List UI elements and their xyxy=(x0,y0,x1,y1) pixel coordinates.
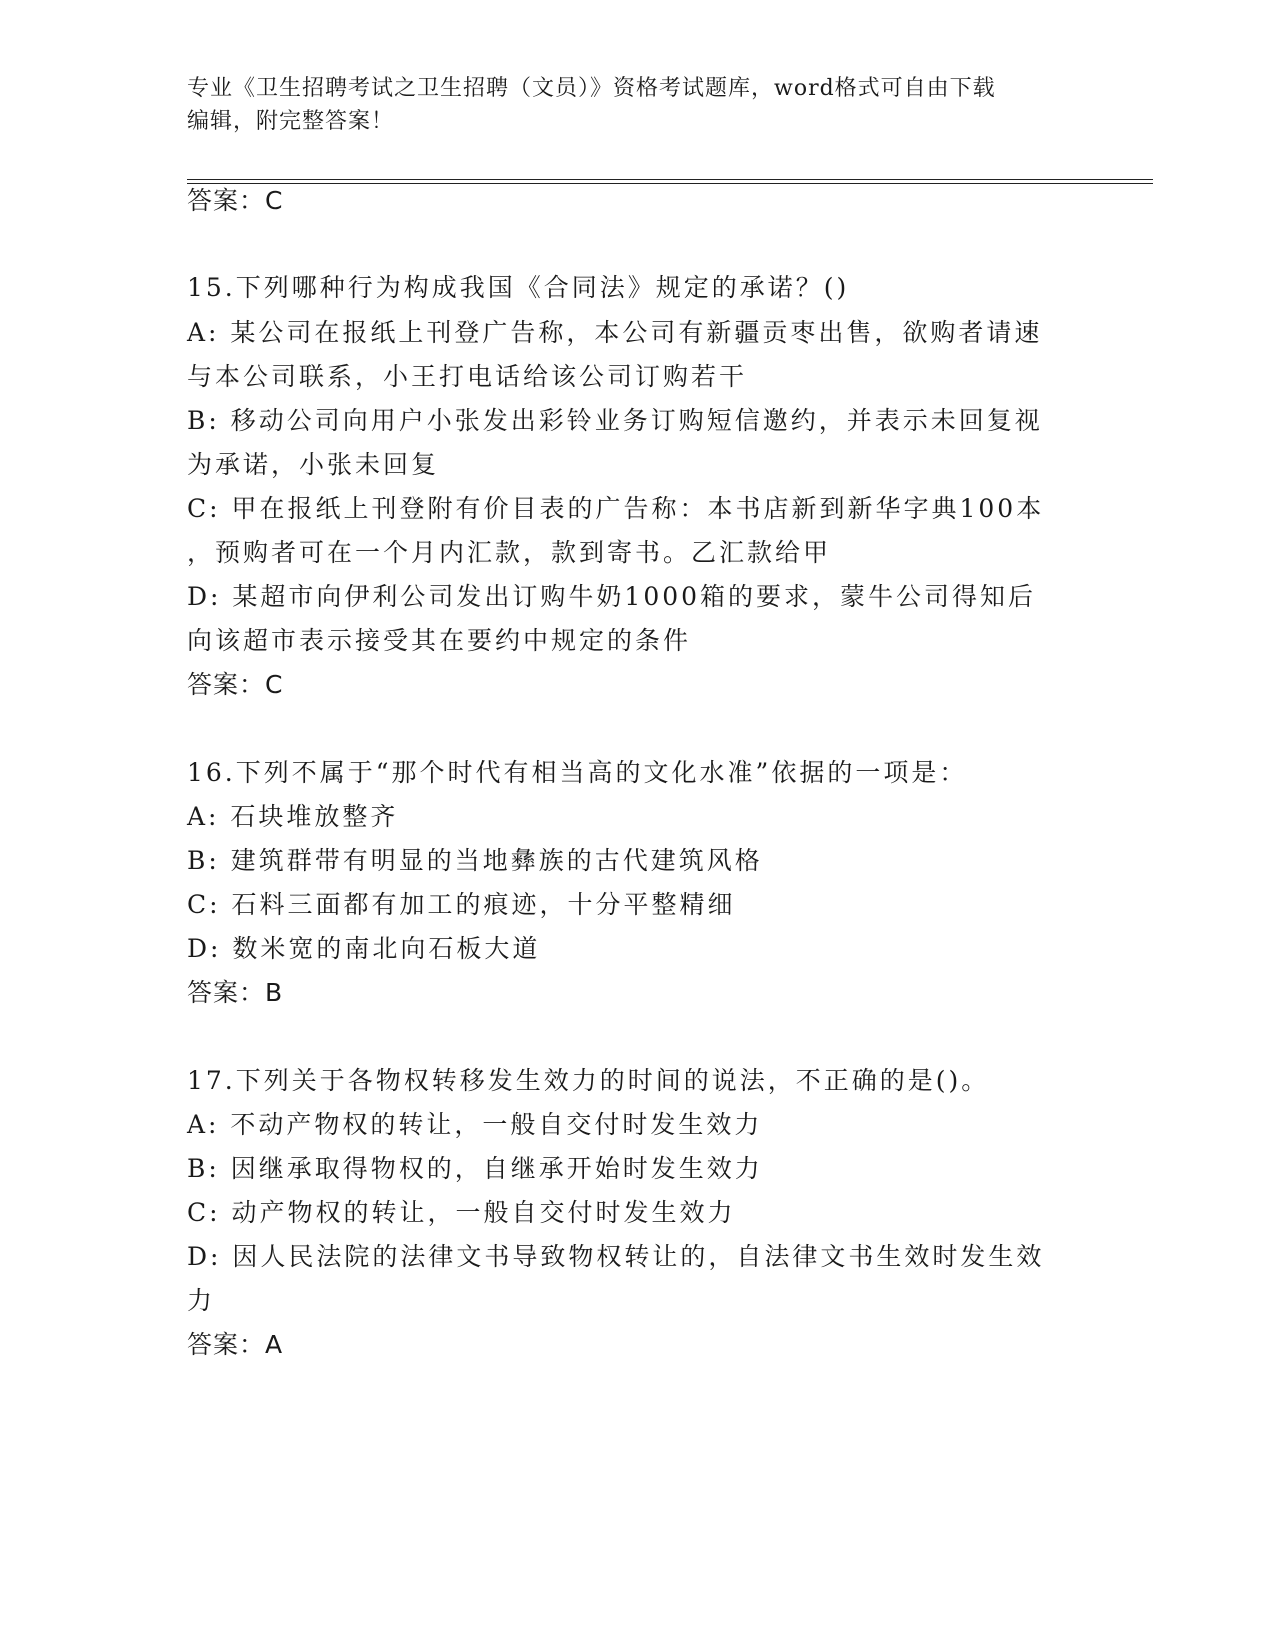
document-header xyxy=(187,72,1067,138)
question-16-stem: 16.下列不属于“那个时代有相当高的文化水准”依据的一项是： xyxy=(187,758,968,787)
question-15-option-d: D: 某超市向伊利公司发出订购牛奶1000箱的要求，蒙牛公司得知后 xyxy=(187,582,1037,611)
question-15-option-d-cont: 向该超市表示接受其在要约中规定的条件 xyxy=(187,626,692,655)
question-15-stem: 15.下列哪种行为构成我国《合同法》规定的承诺？() xyxy=(187,273,850,302)
header-divider-bottom xyxy=(187,183,1153,184)
question-17-option-b: B: 因继承取得物权的，自继承开始时发生效力 xyxy=(187,1154,763,1183)
question-17-option-d: D: 因人民法院的法律文书导致物权转让的，自法律文书生效时发生效 xyxy=(187,1242,1045,1271)
question-15-answer: 答案：C xyxy=(187,670,284,699)
question-16-option-a: A: 石块堆放整齐 xyxy=(187,802,399,831)
question-16-answer: 答案：B xyxy=(187,978,284,1007)
previous-answer: 答案：C xyxy=(187,186,284,215)
question-16-option-b: B: 建筑群带有明显的当地彝族的古代建筑风格 xyxy=(187,846,763,875)
question-15-option-b-cont: 为承诺，小张未回复 xyxy=(187,450,440,479)
question-17-option-a: A: 不动产物权的转让，一般自交付时发生效力 xyxy=(187,1110,763,1139)
question-17-answer: 答案：A xyxy=(187,1330,284,1359)
question-16-option-c: C: 石料三面都有加工的痕迹，十分平整精细 xyxy=(187,890,736,919)
question-15-option-b: B: 移动公司向用户小张发出彩铃业务订购短信邀约，并表示未回复视 xyxy=(187,406,1043,435)
question-15-option-a-cont: 与本公司联系，小王打电话给该公司订购若干 xyxy=(187,362,748,391)
question-15-option-a: A: 某公司在报纸上刊登广告称，本公司有新疆贡枣出售，欲购者请速 xyxy=(187,318,1043,347)
question-17-stem: 17.下列关于各物权转移发生效力的时间的说法，不正确的是()。 xyxy=(187,1066,990,1095)
question-17-option-c: C: 动产物权的转让，一般自交付时发生效力 xyxy=(187,1198,736,1227)
question-15-option-c-cont: ，预购者可在一个月内汇款，款到寄书。乙汇款给甲 xyxy=(187,538,832,567)
question-17-option-d-cont: 力 xyxy=(187,1286,216,1315)
header-line-2: 编辑，附完整答案！ xyxy=(187,109,395,134)
question-16-option-d: D: 数米宽的南北向石板大道 xyxy=(187,934,541,963)
question-15-option-c: C: 甲在报纸上刊登附有价目表的广告称：本书店新到新华字典100本 xyxy=(187,494,1045,523)
header-divider-top xyxy=(187,179,1153,180)
header-line-1: 专业《卫生招聘考试之卫生招聘（文员）》资格考试题库，word格式可自由下载 xyxy=(187,76,996,101)
